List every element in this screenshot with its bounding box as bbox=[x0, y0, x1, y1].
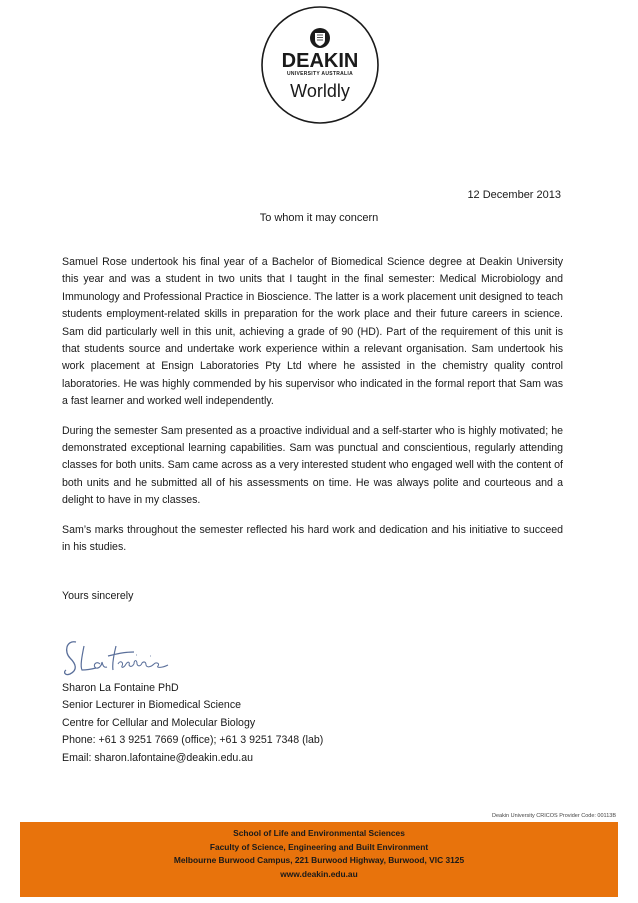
paragraph-3: Sam’s marks throughout the semester reflected his hard work and dedication and his initiative to succeed in his studies. bbox=[62, 523, 563, 554]
signer-phone: Phone: +61 3 9251 7669 (office); +61 3 9251 7348 (lab) bbox=[62, 734, 324, 747]
footer-website[interactable]: www.deakin.edu.au bbox=[280, 868, 358, 879]
cricos-code: Deakin University CRICOS Provider Code: 00113B bbox=[491, 813, 616, 819]
brand-tagline: Worldly bbox=[290, 81, 350, 101]
signer-email: Email: sharon.lafontaine@deakin.edu.au bbox=[62, 751, 253, 764]
footer-school: School of Life and Environmental Sciences bbox=[233, 828, 405, 838]
footer-band bbox=[20, 822, 618, 897]
signer-block bbox=[62, 680, 323, 767]
signer-title: Senior Lecturer in Biomedical Science bbox=[62, 699, 242, 712]
brand-name: DEAKIN bbox=[281, 50, 359, 72]
brand-subtitle: UNIVERSITY AUSTRALIA bbox=[286, 71, 354, 77]
signer-centre: Centre for Cellular and Molecular Biology bbox=[62, 716, 256, 729]
deakin-crest-icon bbox=[310, 28, 330, 48]
paragraph-2: During the semester Sam presented as a proactive individual and a self-starter who is highly motivated; he demonstrated exceptional learning capabilities. Sam was punctual and conscientious, regularly attending classes for both units. Sam came across as a very interested student who engaged well with the content of both units and he submitted all of his assessments on time. He was always polite and courteous and a delight to have in my classes. bbox=[62, 424, 563, 507]
closing: Yours sincerely bbox=[62, 590, 134, 602]
handwritten-signature bbox=[62, 634, 182, 678]
footer-faculty: Faculty of Science, Engineering and Built Environment bbox=[209, 841, 429, 852]
paragraph-1: Samuel Rose undertook his final year of a Bachelor of Biomedical Science degree at Deakin University this year and was a student in two units that I taught in the final semester: Medical Microbiology and Immunology and Professional Practice in Bioscience. The latter is a work placement unit designed to teach students employment-related skills in preparation for the work place and their future careers in science. Sam did particularly well in this unit, achieving a grade of 90 (HD). Part of the requirement of this unit is that students source and undertake work experience within a relevant organisation. Sam undertook his work placement at Ensign Laboratories Pty Ltd where he assisted in the chemistry quality control laboratories. He was highly commended by his supervisor who indicated in the formal report that Sam was a fast learner and worked well independently. bbox=[62, 256, 563, 408]
letter-date: 12 December 2013 bbox=[467, 189, 561, 201]
signer-name: Sharon La Fontaine PhD bbox=[62, 682, 179, 694]
letter-body bbox=[62, 254, 563, 569]
deakin-logo bbox=[259, 3, 381, 128]
footer-campus: Melbourne Burwood Campus, 221 Burwood Highway, Burwood, VIC 3125 bbox=[173, 855, 465, 866]
salutation: To whom it may concern bbox=[259, 212, 379, 224]
